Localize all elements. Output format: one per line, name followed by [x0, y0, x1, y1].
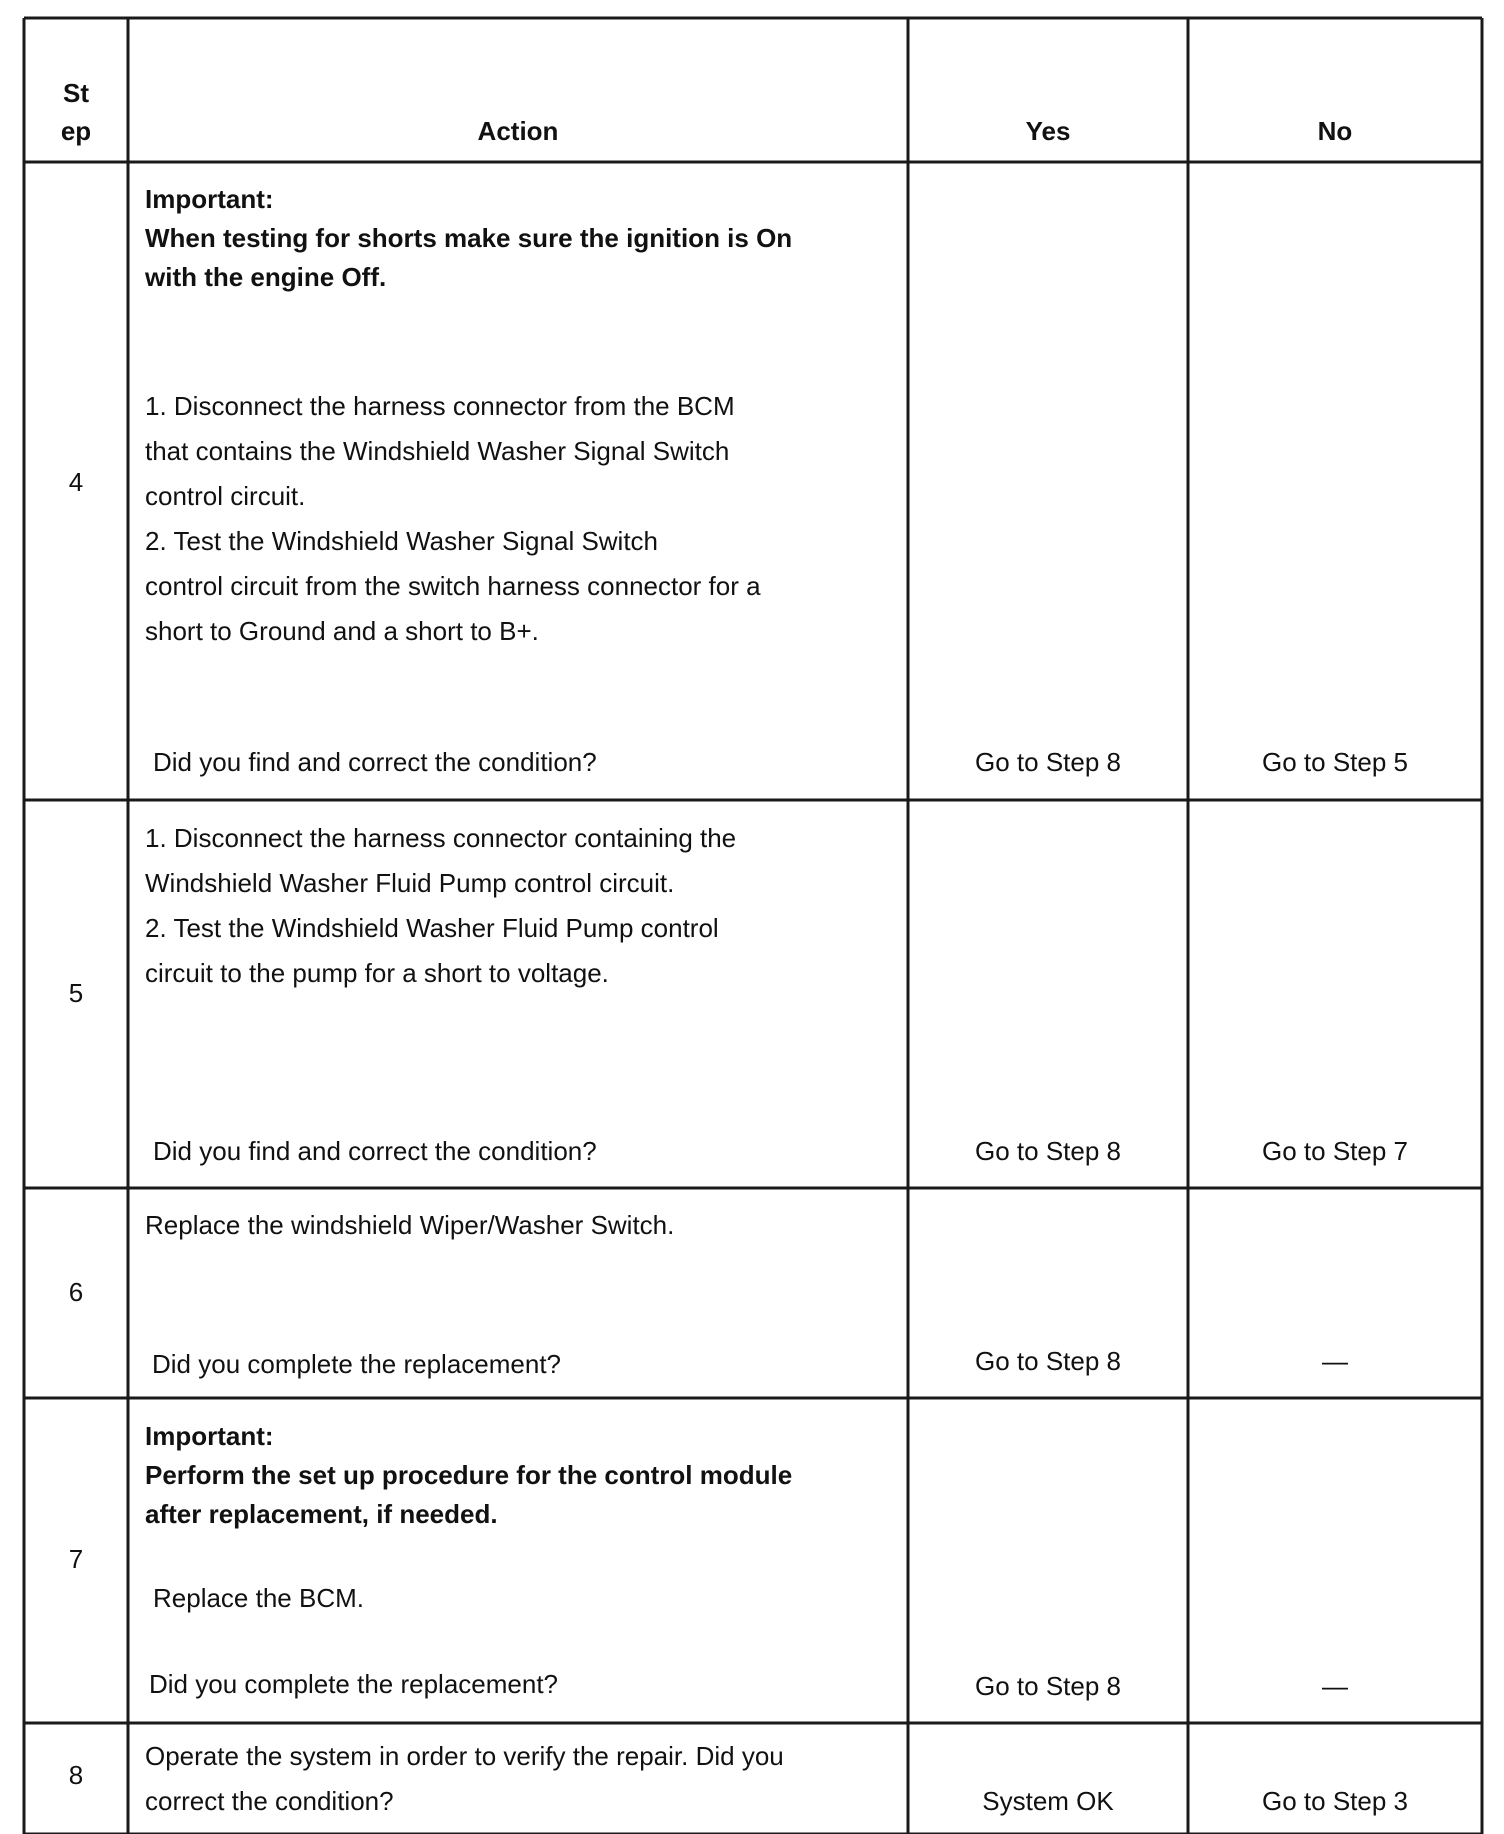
- important-text: When testing for shorts make sure the ignition is On: [145, 223, 793, 253]
- action-line: short to Ground and a short to B+.: [145, 616, 539, 646]
- action-line: 1. Disconnect the harness connector containing the: [145, 823, 737, 853]
- action-line: that contains the Windshield Washer Signal Switch: [145, 436, 730, 466]
- action-line: correct the condition?: [145, 1786, 394, 1816]
- no-result: —: [1322, 1346, 1348, 1376]
- important-text: with the engine Off.: [145, 262, 387, 292]
- no-result: Go to Step 5: [1262, 747, 1408, 777]
- action-line: circuit to the pump for a short to voltage.: [145, 958, 609, 988]
- step-number: 5: [68, 978, 84, 1008]
- action-line: control circuit from the switch harness connector for a: [145, 571, 761, 601]
- action-line: Replace the BCM.: [153, 1583, 364, 1613]
- action-line: Operate the system in order to verify the repair. Did you: [145, 1741, 784, 1771]
- step-number: 7: [68, 1544, 84, 1574]
- action-line: control circuit.: [145, 481, 306, 511]
- header-step-line1: St: [63, 78, 89, 108]
- important-label: Important:: [145, 1421, 274, 1451]
- action-line: 2. Test the Windshield Washer Fluid Pump control: [145, 913, 719, 943]
- yes-result: Go to Step 8: [975, 1671, 1121, 1701]
- step-number: 4: [68, 467, 84, 497]
- important-text: Perform the set up procedure for the control module: [145, 1460, 793, 1490]
- action-line: 2. Test the Windshield Washer Signal Switch: [145, 526, 659, 556]
- no-result: —: [1322, 1671, 1348, 1701]
- no-result: Go to Step 3: [1262, 1786, 1408, 1816]
- action-line: 1. Disconnect the harness connector from the BCM: [145, 391, 735, 421]
- question: Did you find and correct the condition?: [153, 1136, 597, 1166]
- question: Did you find and correct the condition?: [153, 747, 597, 777]
- header-no: No: [1317, 116, 1353, 146]
- step-number: 8: [68, 1760, 84, 1790]
- yes-result: Go to Step 8: [975, 1346, 1121, 1376]
- action-line: Replace the windshield Wiper/Washer Switch.: [145, 1210, 675, 1240]
- important-label: Important:: [145, 184, 274, 214]
- yes-result: System OK: [982, 1786, 1114, 1816]
- important-text: after replacement, if needed.: [145, 1499, 498, 1529]
- yes-result: Go to Step 8: [975, 747, 1121, 777]
- yes-result: Go to Step 8: [975, 1136, 1121, 1166]
- no-result: Go to Step 7: [1262, 1136, 1408, 1166]
- action-line: Windshield Washer Fluid Pump control circuit.: [145, 868, 675, 898]
- step-number: 6: [68, 1277, 84, 1307]
- question: Did you complete the replacement?: [152, 1349, 562, 1379]
- question: Did you complete the replacement?: [149, 1669, 559, 1699]
- header-action: Action: [477, 116, 559, 146]
- header-step-line2: ep: [60, 116, 92, 146]
- header-yes: Yes: [1025, 116, 1071, 146]
